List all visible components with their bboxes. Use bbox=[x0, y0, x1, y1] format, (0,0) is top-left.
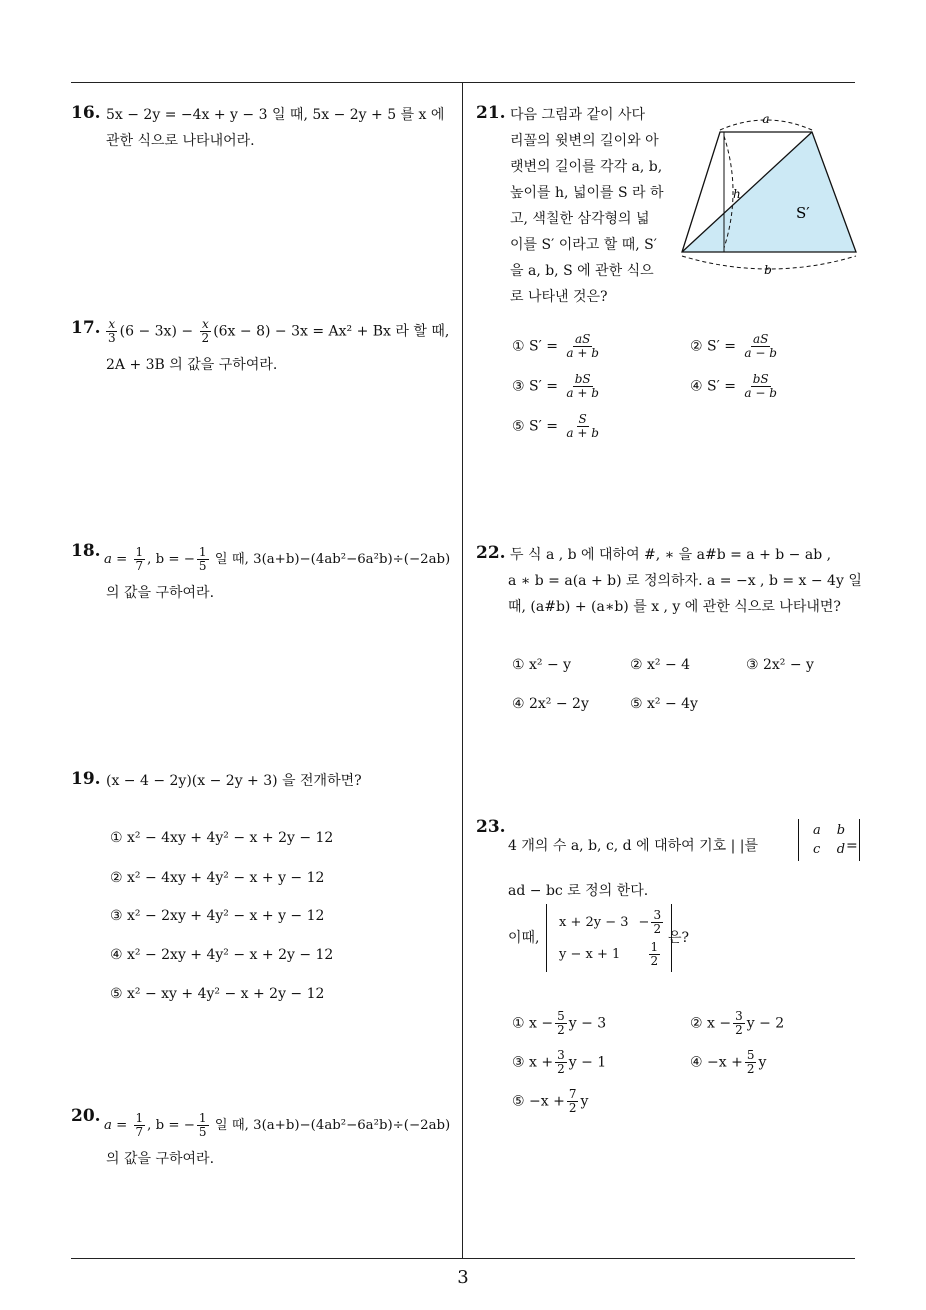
question-text: 두 식 a , b 에 대하여 #, ∗ 을 a#b = a + b − ab , bbox=[510, 547, 832, 563]
answer-option-5[interactable]: ⑤ x² − xy + 4y² − x + 2y − 12 bbox=[110, 986, 325, 1002]
question-text: 2A + 3B 의 값을 구하여라. bbox=[106, 357, 278, 373]
question-number: 23. bbox=[476, 817, 506, 837]
answer-option-3[interactable]: ③ S′ = $\frac{bS}{a + b}$ bbox=[512, 372, 599, 400]
answer-option-1[interactable]: ① x² − y bbox=[512, 657, 572, 673]
question-number: 21. bbox=[476, 103, 506, 123]
answer-option-4[interactable]: ④ x² − 2xy + 4y² − x + 2y − 12 bbox=[110, 947, 334, 963]
question-text: 때, (a#b) + (a∗b) 를 x , y 에 관한 식으로 나타내면? bbox=[508, 599, 841, 615]
question-text: 의 값을 구하여라. bbox=[106, 1151, 215, 1167]
page-number: 3 bbox=[457, 1267, 469, 1288]
answer-option-3[interactable]: ③ 2x² − y bbox=[746, 657, 814, 673]
question-text: 높이를 h, 넓이를 S 라 하 bbox=[510, 185, 664, 201]
bottom-rule bbox=[71, 1258, 855, 1259]
question-number: 16. bbox=[71, 103, 101, 123]
determinant-expression: x + 2y − 3 − $\frac{3}{2}$ y − x + 1 $\frac{1}{2}$ bbox=[546, 904, 672, 972]
question-number: 17. bbox=[71, 318, 101, 338]
question-number: 18. bbox=[71, 541, 101, 561]
answer-option-5[interactable]: ⑤ x² − 4y bbox=[630, 696, 698, 712]
question-text: 5x − 2y = −4x + y − 3 일 때, 5x − 2y + 5 를 x 에 bbox=[106, 107, 445, 123]
question-number: 19. bbox=[71, 769, 101, 789]
label-a: a bbox=[762, 112, 770, 126]
answer-option-4[interactable]: ④ 2x² − 2y bbox=[512, 696, 589, 712]
question-text: 관한 식으로 나타내어라. bbox=[106, 133, 255, 149]
question-text: 의 값을 구하여라. bbox=[106, 585, 215, 601]
determinant-definition: a b c d bbox=[798, 819, 860, 861]
column-divider bbox=[462, 83, 463, 1259]
label-h: h bbox=[733, 187, 741, 201]
fraction: $\frac{1}{5}$ bbox=[198, 545, 207, 573]
question-text: a = $\frac{1}{7}$ , b = − $\frac{1}{5}$ 일 때, 3(a+b)−(4ab²−6a²b)÷(−2ab) bbox=[104, 1111, 451, 1139]
answer-option-5[interactable]: ⑤ S′ = $\frac{S}{a + b}$ bbox=[512, 412, 599, 440]
question-text: 을 a, b, S 에 관한 식으 bbox=[510, 263, 654, 279]
question-text: 이를 S′ 이라고 할 때, S′ bbox=[510, 237, 657, 253]
question-number: 22. bbox=[476, 543, 506, 563]
question-text: 리꼴의 윗변의 길이와 아 bbox=[510, 133, 659, 149]
top-rule bbox=[71, 82, 855, 83]
question-text: a = $\frac{1}{7}$ , b = − $\frac{1}{5}$ 일 때, 3(a+b)−(4ab²−6a²b)÷(−2ab) bbox=[104, 545, 451, 573]
question-text: 랫변의 길이를 각각 a, b, bbox=[510, 159, 663, 175]
fraction: $\frac{1}{5}$ bbox=[198, 1111, 207, 1139]
answer-option-4[interactable]: ④ S′ = $\frac{bS}{a - b}$ bbox=[690, 372, 777, 400]
equals-sign: = bbox=[846, 838, 858, 854]
label-b: b bbox=[764, 263, 772, 277]
question-text: ad − bc 로 정의 한다. bbox=[508, 883, 649, 899]
fraction: $\frac{1}{7}$ bbox=[135, 545, 144, 573]
answer-option-3[interactable]: ③ x + $\frac{3}{2}$ y − 1 bbox=[512, 1048, 607, 1076]
answer-option-1[interactable]: ① x − $\frac{5}{2}$ y − 3 bbox=[512, 1009, 607, 1037]
shaded-triangle bbox=[682, 132, 856, 252]
answer-option-2[interactable]: ② x² − 4 bbox=[630, 657, 691, 673]
answer-option-2[interactable]: ② x² − 4xy + 4y² − x + y − 12 bbox=[110, 870, 325, 886]
question-text: 이때, bbox=[508, 930, 540, 946]
answer-option-2[interactable]: ② S′ = $\frac{aS}{a - b}$ bbox=[690, 332, 777, 360]
question-text: a ∗ b = a(a + b) 로 정의하자. a = −x , b = x − 4y 일 bbox=[508, 573, 862, 589]
answer-option-1[interactable]: ① x² − 4xy + 4y² − x + 2y − 12 bbox=[110, 830, 334, 846]
answer-option-2[interactable]: ② x − $\frac{3}{2}$ y − 2 bbox=[690, 1009, 785, 1037]
question-text: 고, 색칠한 삼각형의 넓 bbox=[510, 211, 650, 227]
question-text: $\frac{x}{3}$ (6 − 3x) − $\frac{x}{2}$ (6x − 8) − 3x = Ax² + Bx 라 할 때, bbox=[108, 317, 450, 345]
trapezoid-figure bbox=[676, 106, 866, 282]
question-text: 다음 그림과 같이 사다 bbox=[510, 107, 646, 123]
question-text: (x − 4 − 2y)(x − 2y + 3) 을 전개하면? bbox=[106, 773, 362, 789]
fraction: $\frac{1}{7}$ bbox=[135, 1111, 144, 1139]
answer-option-5[interactable]: ⑤ −x + $\frac{7}{2}$ y bbox=[512, 1087, 589, 1115]
fraction: $\frac{x}{3}$ bbox=[108, 317, 116, 345]
label-s-prime: S′ bbox=[796, 204, 810, 222]
answer-option-1[interactable]: ① S′ = $\frac{aS}{a + b}$ bbox=[512, 332, 599, 360]
question-number: 20. bbox=[71, 1106, 101, 1126]
question-text: 은? bbox=[668, 930, 690, 946]
question-text: 4 개의 수 a, b, c, d 에 대하여 기호 | |를 bbox=[508, 838, 758, 854]
answer-option-4[interactable]: ④ −x + $\frac{5}{2}$ y bbox=[690, 1048, 767, 1076]
fraction: $\frac{x}{2}$ bbox=[201, 317, 210, 345]
question-text: 로 나타낸 것은? bbox=[510, 289, 608, 305]
answer-option-3[interactable]: ③ x² − 2xy + 4y² − x + y − 12 bbox=[110, 908, 325, 924]
